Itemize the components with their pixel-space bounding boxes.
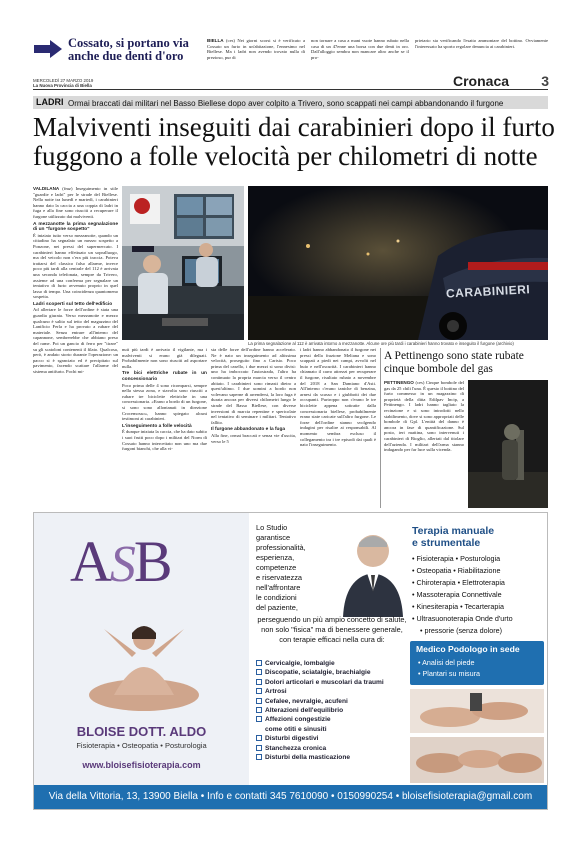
podologo-item: • Plantari su misura [418,668,542,679]
article-col-3 [211,347,296,510]
photo-caption: La prima segnalazione al 112 è arrivata intorno a mezzanotte. Alcune ore più tardi i carabinieri hanno trovato e inseguito il furgone (archivio) [248,341,514,346]
condition-item [256,706,408,715]
therapy-title [412,525,546,549]
para-1-3: Ad allertare le forze dell'ordine è stata una guardia giurata. Verso mezzanotte e mezzo qualcuno è salito sul tetto del magazzino del Lanificio Ferla e ha provato a rubare del materiale. Senza entrare all'interno del capannone, sembrerebbe che abbiano preso del rame. Poi un gancio di ferro per "tirare" su gli scatoloni contenenti il filato. Qualcosa, però, è andato storto durante l'operazione: un pacco si è sganciato ed è precipitato sul pavimento, facendo scattare l'allarme del sistema antifurto. Pochi mi- [33,307,118,374]
para-2-1: nuti più tardi è arrivato il vigilante, ma i malviventi si erano già dileguati. Probabilmente non sono riusciti ad asportare nulla. [122,347,207,369]
brief-col-b [311,38,409,74]
kicker-tag: LADRI [36,97,64,107]
condition-label: Affezioni congestizie [265,716,331,724]
intro-line: del paziente, [256,603,298,612]
dateline-rule [33,89,548,90]
condition-item [256,753,408,762]
sidebar-headline-line-1: A Pettinengo sono state rubate [384,350,524,362]
para-3-1: sta delle forze dell'ordine hanno accelerato. Ne è nato un inseguimento ad altissima velocità, proseguito fino a Carisio. Poco prima del casello, i due mezzi si sono divisi: uno ha imboccato l'autostrada, l'altro ha continuato la propria marcia verso il centro abitato. I carabinieri sono rimasti dietro a quest'ultimo. I due uomini a bordo non volevano saperne di arrendersi, la loro fuga è durata ancora per diversi chilometri lungo le strade del Basso Biellese, con diverse inversioni di marcia repentine e spericolate nel tentativo di seminare i militari. Tentativo fallito. [211,347,296,425]
ad-name: BLOISE DOTT. ALDO [76,724,207,739]
therapy-title-line-2: e strumentale [412,537,481,549]
therapy-item: • Fisioterapia • Posturologia [412,553,546,565]
condition-item [256,678,408,687]
intro-line: nell'affrontare [256,583,301,592]
article-col-4 [300,347,376,510]
ad-logo [70,527,220,597]
sidebar-body: (ces) Cinque bombole del gas da 25 chili l'una. È questo il bottino del furto commesso in un magazzino di proprietà della ditta Edilpav Incip, a Pettinengo. I ladri hanno tagliato la recinzione e si sono introdotti nello stabilimento, dove si sono appropriati delle bombole di Gpl. L'entità del danno è ancora in fase di quantificazione. Sul posto, ieri mattina, sono intervenuti i carabinieri di Bioglio, allertati dal titolare dell'azienda. I militari dell'arma stanno indagando per far luce sulla vicenda. [384,380,464,453]
article-col-1 [33,186,118,510]
ad-intro [256,523,336,613]
subhead-3: Tre bici elettriche rubate in un concessionario [122,371,207,382]
kicker-text: Ormai braccati dai militari nel Basso Biellese dopo aver colpito a Trivero, sono scappati nei campi abbandonando il furgone [68,98,504,108]
ad-bloise[interactable] [33,512,548,810]
condition-item [256,715,408,724]
lead-tag: VALDILANA [33,186,60,191]
checkbox-icon [256,698,262,704]
car-lettering: CARABINIERI [445,282,531,301]
condition-label: Cervicalgie, lombalgie [265,660,335,667]
condition-item [256,659,408,668]
para-1-2: È iniziato tutto verso mezzanotte, quando un cittadino ha segnalato un mezzo sospetto a Ponzone, nei pressi del supermercato. I carabinieri hanno effettuato un sopralluogo, ma del veicolo non c'era più traccia. Poteva trattarsi del classico falso allarme, invece poco più tardi alla centrale del 112 è arrivata una seconda telefonata, sempre da Trivero, assieme ad una conferma per segnalare un tentativo di furto avvenuto proprio in quel lasso di tempo. Una coincidenza quantomeno sospetta. [33,232,118,300]
checkbox-icon [256,660,262,666]
condition-item [256,697,408,706]
para-3-2: Alla fine, ormai braccati e senza vie d'uscita, verso le 5 [211,432,296,444]
checkbox-icon [256,745,262,751]
checkbox-icon [256,688,262,694]
intro-line: e riservatezza [256,573,303,582]
photo-gas-cylinders [468,380,548,508]
logo-letter-b: B [133,529,171,594]
ad-conditions [256,659,408,762]
checkbox-icon [256,735,262,741]
podologo-box [410,641,544,685]
photo-hands-therapy [410,737,544,783]
checkbox-icon [256,669,262,675]
podologo-list [418,657,542,679]
ad-website[interactable]: www.bloisefisioterapia.com [82,760,201,770]
brief-tag: BIELLA [207,38,224,43]
condition-label: Cefalee, nevralgie, acufeni [265,697,348,705]
sidebar-lead-tag: PETTINENGO [384,380,414,385]
condition-item [256,734,408,743]
photo-foot-massage [410,689,544,733]
therapy-item: • Osteopatia • Riabilitazione [412,565,546,577]
podologo-item: • Analisi del piede [418,657,542,668]
intro-line: professionalità, [256,543,306,552]
ad-portrait [339,521,407,617]
subhead-1: A mezzanotte la prima segnalazione di un "furgone sospetto" [33,221,118,233]
photo-control-room [122,186,244,340]
brief-col-a [207,38,305,74]
headline-line-1: Malviventi inseguiti dai carabinieri dopo il furto [33,112,555,142]
checkbox-icon [256,716,262,722]
para-2-2: Poco prima delle 4 sono ricomparsi, sempre nella stessa zona, e stavolta sono riusciti a rubare tre biciclette elettriche in una concessionaria. «Erano a bordo di un furgone, si sono sono allontanati in direzione Crocemosso», hanno spiegato alcuni testimoni ai carabinieri. [122,382,207,422]
therapy-title-line-1: Terapia manuale [412,525,495,537]
photo-carabinieri-car [248,186,548,340]
teaser-arrow-icon [34,40,62,58]
ad-left-panel [34,513,249,787]
intro-line: esperienza, [256,553,295,562]
logo-letter-s: S [109,536,134,593]
sidebar-headline-line-2: cinque bombole del gas [384,363,493,375]
ad-disciplines: Fisioterapia • Osteopatia • Posturologia [76,741,207,750]
condition-label: Stanchezza cronica [265,744,327,752]
page-number: 3 [541,73,549,89]
teaser-line-2: anche due denti d'oro [68,49,184,63]
condition-label: Discopatie, sciatalgie, brachialgie [265,669,371,677]
section-title: Cronaca [453,73,510,89]
therapy-item: • Ultrasuonoterapia Onde d'urto [412,613,546,625]
intro-line: Lo Studio [256,523,288,532]
condition-label: Artrosi [265,688,287,696]
condition-label: Dolori articolari e muscolari da traumi [265,678,384,686]
brief-text-c: prietario sta verificando l'esatto ammontare del bottino. Ovviamente l'interessato ha sporto regolare denuncia ai carabinieri. [415,38,548,49]
condition-label: Disturbi digestivi [265,735,319,743]
subhead-5: Il furgone abbandonato e la fuga [211,427,286,433]
condition-item [256,668,408,677]
podologo-title: Medico Podologo in sede [416,644,520,654]
ad-intro-cont: perseguendo un più ampio concetto di salute, non solo "fisica" ma di benessere generale, con terapie efficaci nella cura di: [257,615,407,644]
subhead-2: Ladri scoperti sul tetto dell'edificio [33,301,113,307]
intro-line: garantisce [256,533,291,542]
checkbox-icon [256,754,262,760]
dateline [33,78,233,88]
headline[interactable] [33,112,555,171]
para-2-3: È dunque iniziata la caccia, che ha dato subito i suoi frutti poco dopo i militari del Norm di Cossato hanno intercettato non uno ma due furgoni bianchi, che alla vi- [122,429,207,452]
para-4-1: i ladri hanno abbandonato il furgone nei pressi della frazione Meliana e sono scappati a piedi nei campi, avvolti nel buio e nell'oscurità. I carabinieri hanno chiamato il carro attrezzi per recuperare il furgone, risultato rubato a novembre del 2018 a San Damiano d'Asti. All'interno c'erano taniche di benzina, arnesi da scasso e i giubbotti dei due occupanti. Purtroppo non c'erano le tre biciclette appena sottratte dalla concessionaria biellese, probabilmente erano state caricate sull'altro furgone. Le forze dell'ordine stanno svolgendo indagini per risalire ai responsabili. Al momento sembra escluso il collegamento tra i tre episodi dai quali è nato l'inseguimento. [300,347,376,448]
checkbox-icon [256,707,262,713]
condition-item [256,725,408,734]
sidebar-rule [380,348,381,508]
ad-footer[interactable]: Via della Vittoria, 13, 13900 Biella • Info e contatti 345 7610090 • 0150990254 • bloisefisioterapia@gmail.com [34,785,547,809]
sidebar-text [384,380,464,508]
therapy-item: • Chiroterapia • Elettroterapia [412,577,546,589]
article-col-2 [122,347,207,510]
sidebar-headline[interactable] [384,350,548,376]
therapy-list [412,553,546,637]
paper-name: La Nuova Provincia di Biella [33,83,92,88]
condition-item [256,687,408,696]
therapy-item: • pressorie (senza dolore) [412,625,546,637]
logo-letter-a: A [70,529,110,594]
checkbox-icon [256,679,262,685]
condition-label: Alterazioni dell'equilibrio [265,707,344,715]
brief-text-b: non tornare a casa a mani vuote hanno rubato nella casa di un 47enne una borsa con due denti in oro. Dall'alloggio sembra non mancare altro anche se il pro- [311,38,409,60]
date: MERCOLEDÌ 27 MARZO 2019 [33,78,94,83]
teaser-line-1: Cossato, si portano via [68,36,189,50]
intro-line: le condizioni [256,593,297,602]
condition-label: come otiti e sinusiti [265,725,327,733]
teaser-headline[interactable] [68,37,198,63]
therapy-item: • Kinesiterapia • Tecarterapia [412,601,546,613]
headline-line-2: fuggono a folle velocità per chilometri di notte [33,141,538,171]
lead-text: (fmz) Inseguimento in stile "guardie e ladri" per le strade del Biellese. Nella notte tra lunedì e martedì, i carabinieri hanno dato la caccia a una coppia di ladri in fuga e alla fine sono riusciti a recuperare il furgone utilizzato dai malviventi. [33,186,118,219]
brief-col-c [415,38,548,74]
therapy-item: • Massoterapia Connettivale [412,589,546,601]
ad-yoga-figure [74,599,214,719]
condition-item [256,744,408,753]
brief-text-a: (ces) Nei giorni scorsi si è verificato a Cossato un furto in un'abitazione, l'ennesimo nel Biellese. Ma i ladri non avendo trovato nulla di prezioso, pur di [207,38,305,60]
subhead-4: L'inseguimento a folle velocità [122,423,192,429]
intro-line: competenze [256,563,297,572]
condition-label: Disturbi della masticazione [265,754,351,762]
